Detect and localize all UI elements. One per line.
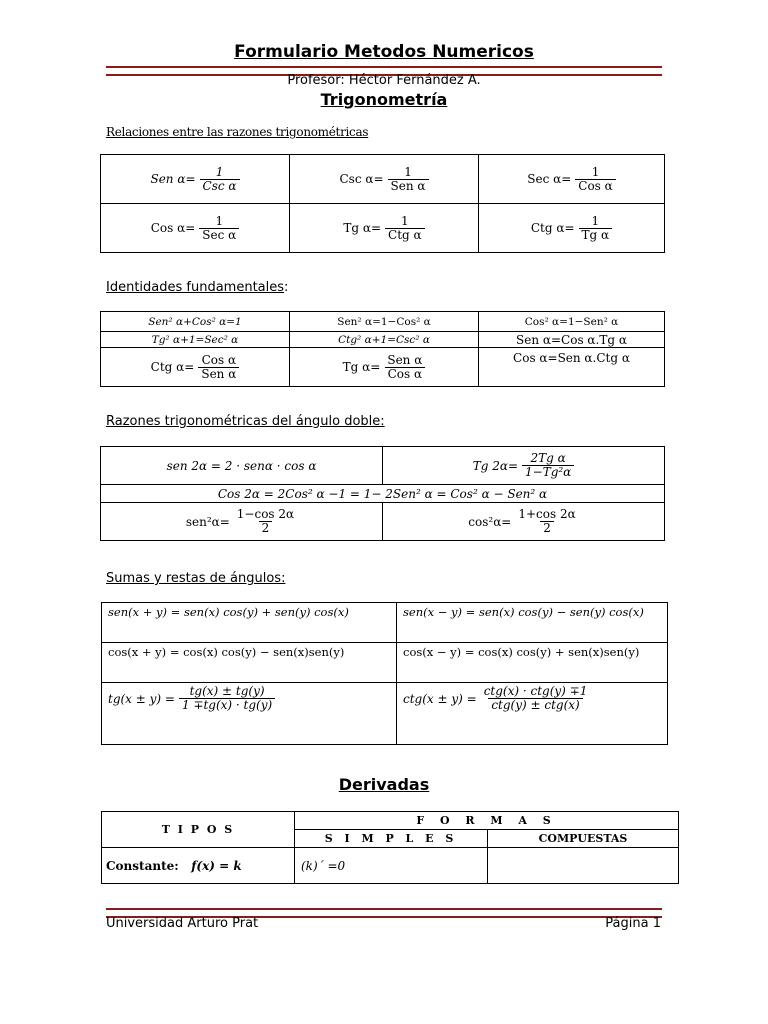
double-tg-cell: [383, 447, 665, 485]
constante-simple-cell: (k)´ =0: [295, 848, 488, 884]
rel-den: Csc α: [200, 179, 240, 193]
sum-cell: [102, 683, 397, 745]
constante-cell: [102, 848, 295, 884]
identities-table: [100, 311, 665, 387]
identity-cell: Ctg² α+1=Csc² α: [290, 332, 479, 348]
identity-cell: Sen² α=1−Cos² α: [290, 312, 479, 332]
derivadas-table: [101, 811, 679, 884]
sums-heading: Sumas y restas de ángulos:: [106, 571, 286, 586]
tipos-header: T I P O S: [102, 812, 295, 848]
professor-line: Profesor: Héctor Fernández A.: [287, 73, 481, 88]
sum-lhs: tg(x ± y) =: [108, 691, 175, 706]
rel-lhs: Sec α=: [527, 172, 572, 186]
dbl-lhs: cos²α=: [468, 514, 512, 529]
sum-num: ctg(x) · ctg(y) ∓1: [483, 684, 588, 698]
derivadas-title: Derivadas: [338, 775, 430, 794]
trig-title: Trigonometría: [320, 90, 448, 109]
id-num: Sen α: [387, 352, 423, 367]
rel-num: 1: [404, 164, 412, 179]
sum-cell: sen(x + y) = sen(x) cos(y) + sen(y) cos(x): [102, 603, 397, 643]
rel-cell: [101, 155, 290, 204]
double-angle-table: [100, 446, 665, 541]
id-lhs: Ctg α=: [150, 360, 195, 374]
id-lhs: Tg α=: [342, 360, 381, 374]
relations-table: [100, 154, 665, 253]
rel-den: Cos α: [575, 179, 615, 193]
rel-lhs: Tg α=: [343, 221, 382, 235]
identity-cell: Cos α=Sen α.Ctg α: [479, 348, 665, 387]
rel-cell: [479, 204, 665, 253]
identities-heading: [106, 280, 288, 295]
identities-colon: :: [284, 280, 289, 295]
dbl-den: 1−Tg²α: [522, 465, 574, 479]
document-title: Formulario Metodos Numericos: [234, 42, 534, 62]
rel-den: Sen α: [388, 179, 429, 193]
sum-den: ctg(y) ± ctg(x): [488, 698, 582, 712]
id-den: Cos α: [385, 367, 425, 381]
simples-header: S I M P L E S: [295, 830, 488, 848]
rel-den: Tg α: [579, 228, 613, 242]
double-cos-cell: Cos 2α = 2Cos² α −1 = 1− 2Sen² α = Cos² α − Sen² α: [101, 485, 665, 503]
constante-compuesta-cell: [488, 848, 679, 884]
constante-label: Constante:: [106, 858, 179, 873]
rel-lhs: Cos α=: [150, 221, 196, 235]
double-angle-heading: Razones trigonométricas del ángulo doble:: [106, 414, 385, 429]
rel-den: Ctg α: [385, 228, 425, 242]
rel-den: Sec α: [199, 228, 239, 242]
footer-university: Universidad Arturo Prat: [106, 916, 259, 931]
identity-cell: Tg² α+1=Sec² α: [101, 332, 290, 348]
identity-cell: Cos² α=1−Sen² α: [479, 312, 665, 332]
dbl-lhs: Tg 2α=: [472, 458, 518, 473]
dbl-lhs: sen²α=: [185, 514, 230, 529]
rel-num: 1: [591, 213, 600, 228]
dbl-num: 2Tg α: [530, 451, 566, 465]
identities-heading-text: Identidades fundamentales: [106, 280, 285, 295]
formas-header: F O R M A S: [295, 812, 679, 830]
identity-cell: Sen² α+Cos² α=1: [101, 312, 290, 332]
rel-cell: [479, 155, 665, 204]
double-sen-cell: sen 2α = 2 · senα · cos α: [101, 447, 383, 485]
sum-den: 1 ∓tg(x) · tg(y): [179, 698, 275, 712]
rel-cell: [290, 204, 479, 253]
sum-lhs: ctg(x ± y) =: [403, 691, 477, 706]
dbl-den: 2: [259, 521, 273, 535]
relations-heading: Relaciones entre las razones trigonométricas: [106, 125, 369, 139]
rel-lhs: Ctg α=: [530, 221, 575, 235]
rel-lhs: Csc α=: [339, 172, 384, 186]
sum-cell: cos(x + y) = cos(x) cos(y) − sen(x)sen(y): [102, 643, 397, 683]
rel-cell: [290, 155, 479, 204]
identity-cell: [101, 348, 290, 387]
rel-lhs: Sen α=: [150, 172, 196, 186]
double-cos2-cell: [383, 503, 665, 541]
sum-cell: [397, 683, 668, 745]
dbl-den: 2: [540, 521, 554, 535]
dbl-num: 1+cos 2α: [518, 507, 576, 521]
id-num: Cos α: [201, 352, 237, 367]
rel-num: 1: [591, 164, 600, 179]
identity-cell: Sen α=Cos α.Tg α: [479, 332, 665, 348]
dbl-num: 1−cos 2α: [236, 507, 295, 521]
sum-cell: sen(x − y) = sen(x) cos(y) − sen(y) cos(x): [397, 603, 668, 643]
double-sen2-cell: [101, 503, 383, 541]
constante-formula: f(x) = k: [191, 858, 242, 873]
id-den: Sen α: [198, 367, 239, 381]
rel-num: 1: [215, 164, 224, 179]
sum-num: tg(x) ± tg(y): [189, 684, 265, 698]
compuestas-header: COMPUESTAS: [488, 830, 679, 848]
rel-cell: [101, 204, 290, 253]
rel-num: 1: [215, 213, 224, 228]
footer-page-number: Página 1: [605, 916, 661, 931]
identity-cell: [290, 348, 479, 387]
sums-table: [101, 602, 668, 745]
sum-cell: cos(x − y) = cos(x) cos(y) + sen(x)sen(y): [397, 643, 668, 683]
rel-num: 1: [401, 213, 409, 228]
